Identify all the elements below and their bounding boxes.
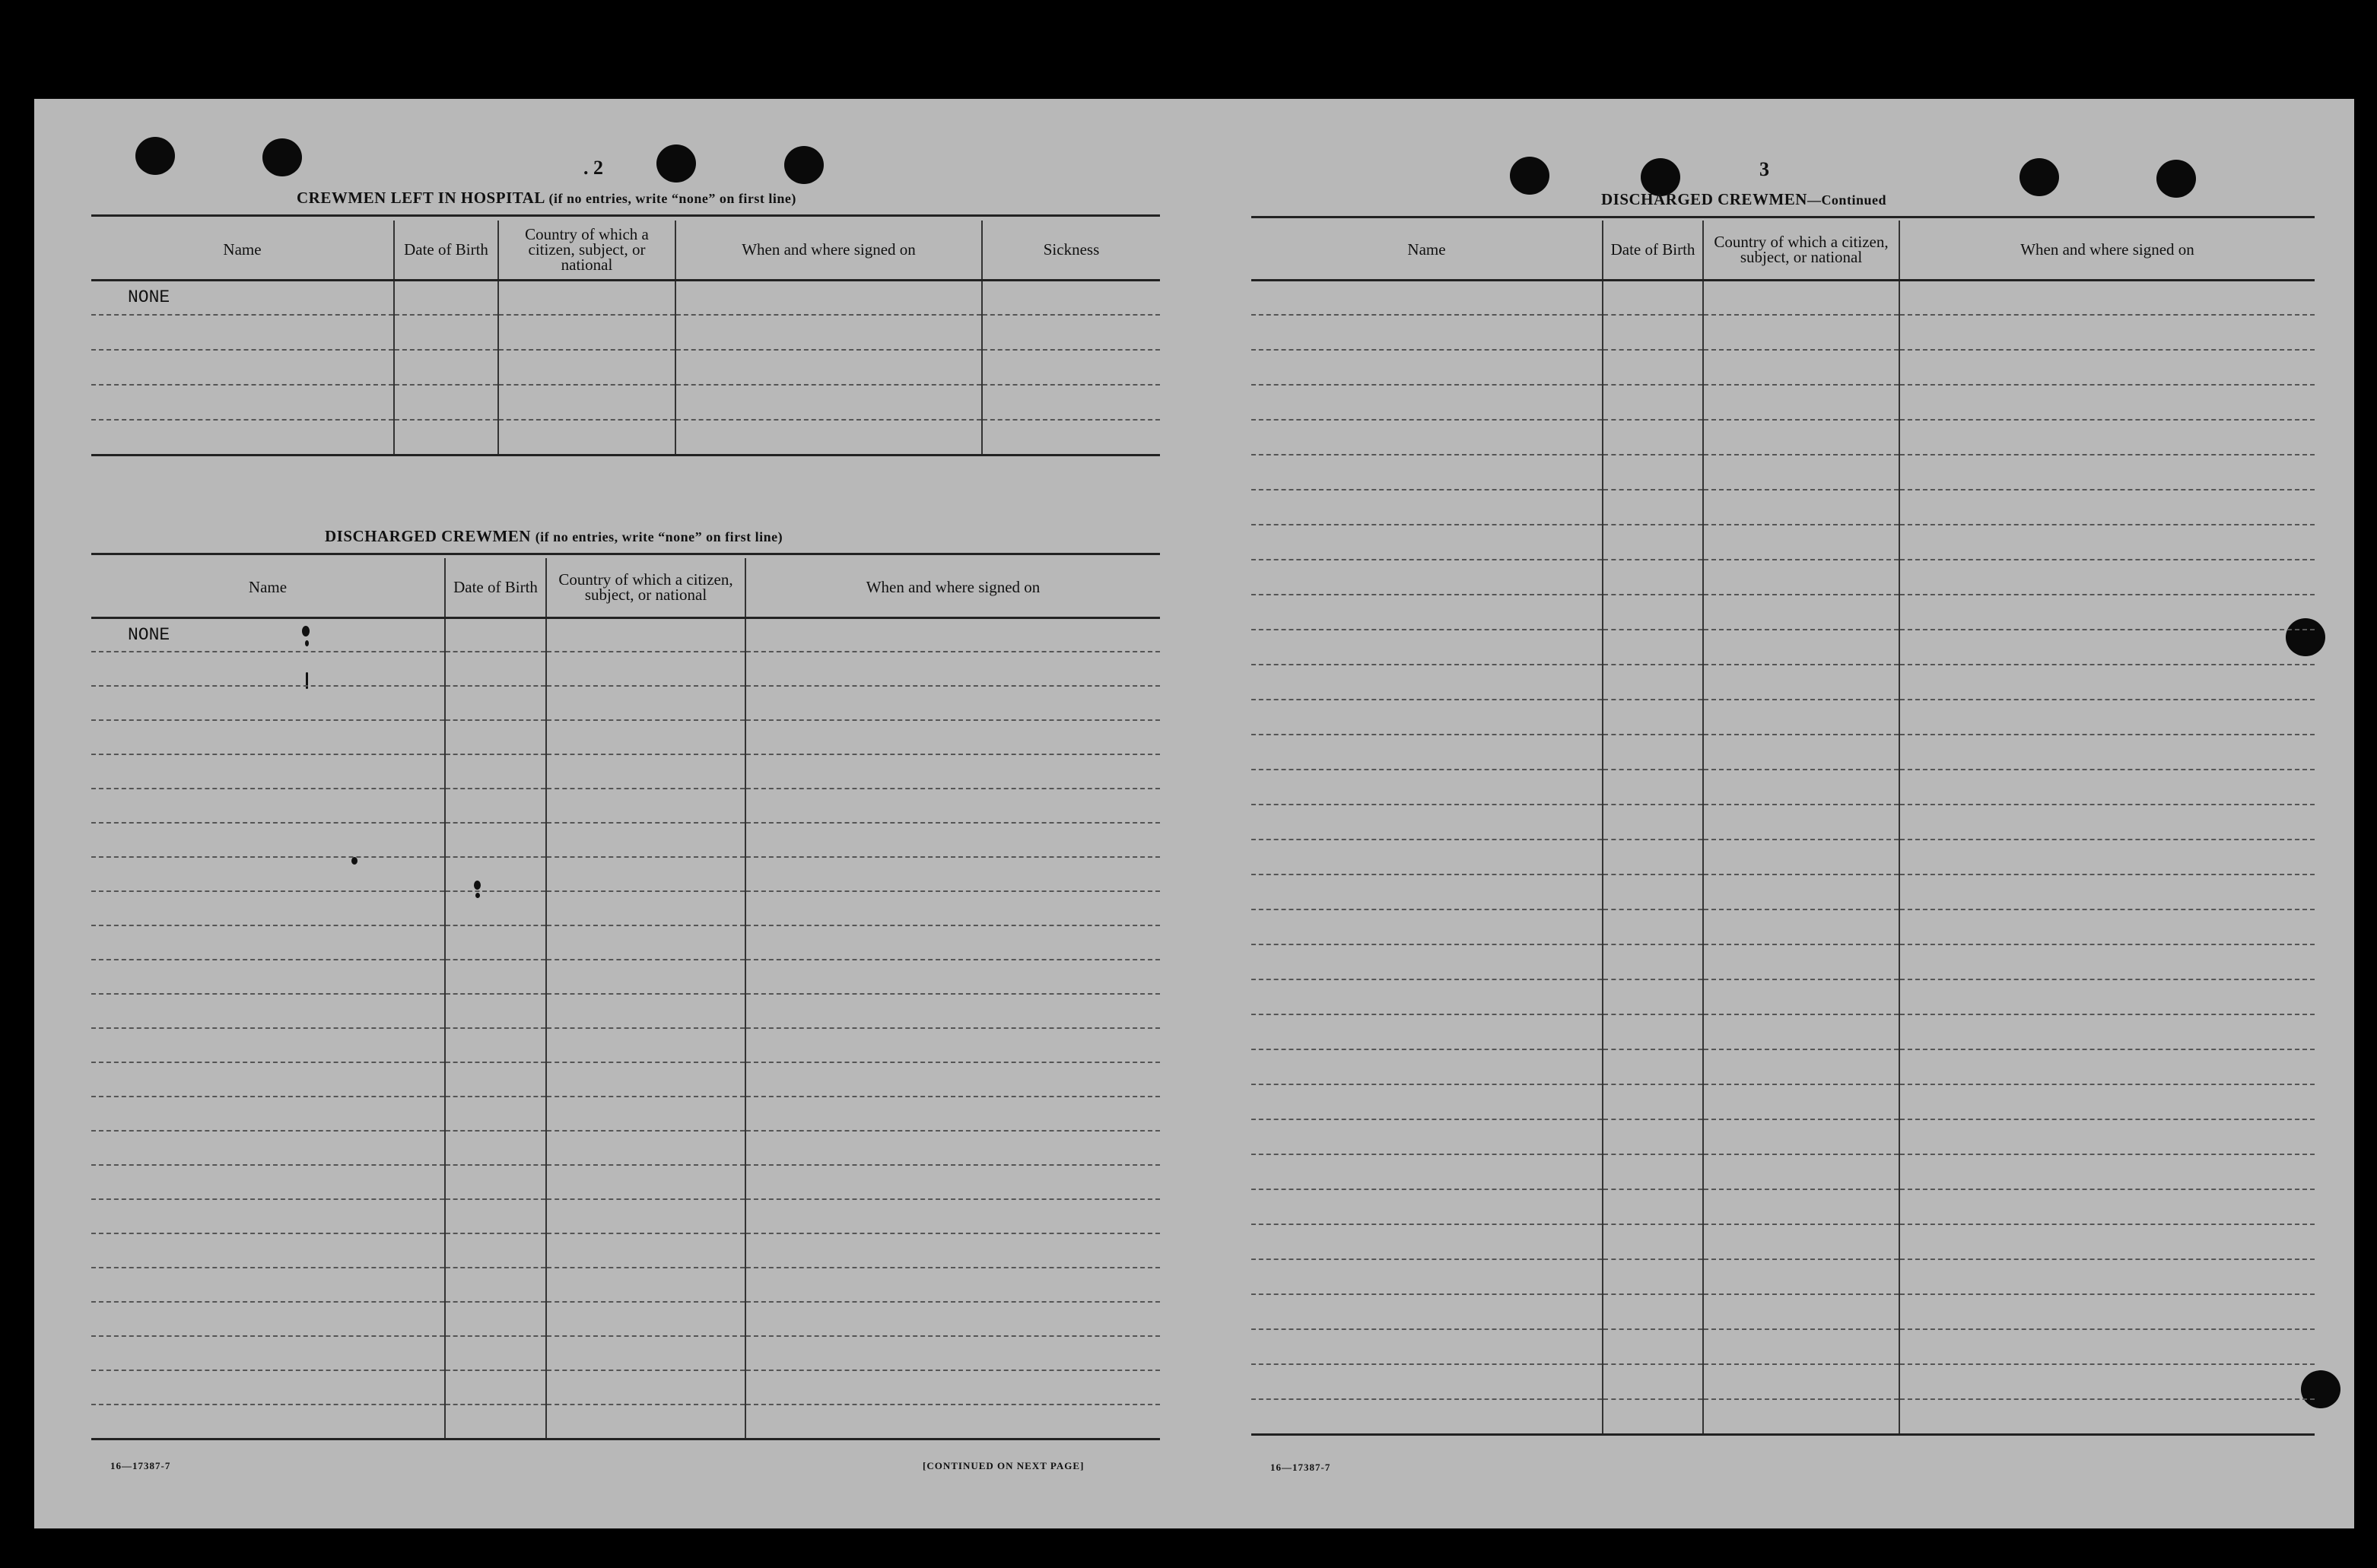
col-signed-on: When and where signed on [1899, 221, 2315, 280]
table-row [91, 1370, 1160, 1405]
col-name: Name [1251, 221, 1603, 280]
table-row [91, 280, 1160, 315]
table-row [1251, 1084, 2315, 1119]
table-row [1251, 490, 2315, 525]
table-row [91, 420, 1160, 455]
table-row [91, 960, 1160, 994]
table-row [91, 1405, 1160, 1439]
col-name: Name [91, 221, 394, 280]
table-row [91, 385, 1160, 420]
hospital-title-main: CREWMEN LEFT IN HOSPITAL [297, 189, 545, 207]
page-number-left: . 2 [583, 157, 603, 179]
discharged-title-main: DISCHARGED CREWMEN [325, 527, 531, 545]
punch-hole [2156, 160, 2196, 198]
table-row [1251, 560, 2315, 595]
table-row [91, 925, 1160, 960]
table-row [91, 754, 1160, 789]
table-row [1251, 944, 2315, 979]
table-row [91, 686, 1160, 720]
name-entry: NONE [91, 617, 445, 652]
table-row [91, 315, 1160, 350]
page-number-right: 3 [1759, 158, 1769, 180]
table-row [1251, 280, 2315, 315]
discharged-table [91, 558, 1160, 1440]
table-row [91, 1233, 1160, 1268]
table-row [1251, 1329, 2315, 1364]
col-name: Name [91, 558, 445, 617]
col-country: Country of which a citizen, subject, or national [1703, 221, 1899, 280]
table-row [91, 1131, 1160, 1165]
table-row [1251, 700, 2315, 735]
punch-hole [1510, 157, 1549, 195]
table-row [91, 350, 1160, 385]
hospital-section-title [297, 189, 796, 208]
table-row [1251, 1049, 2315, 1084]
table-row [1251, 770, 2315, 805]
table-row [91, 891, 1160, 925]
table-row [1251, 630, 2315, 665]
table-row [1251, 665, 2315, 700]
table-row [1251, 1399, 2315, 1434]
col-date-of-birth: Date of Birth [394, 221, 498, 280]
table-row [91, 1062, 1160, 1097]
table-row [1251, 909, 2315, 944]
punch-hole [784, 146, 824, 184]
table-row [91, 720, 1160, 754]
col-country: Country of which a citizen, subject, or national [546, 558, 745, 617]
table-row [1251, 874, 2315, 909]
hospital-table [91, 221, 1160, 456]
col-sickness: Sickness [982, 221, 1160, 280]
table-row [91, 1199, 1160, 1233]
table-row [1251, 1224, 2315, 1259]
table-row [1251, 735, 2315, 770]
hospital-title-note: (if no entries, write “none” on first line) [548, 191, 796, 206]
form-number-right: 16—17387-7 [1270, 1462, 1331, 1473]
col-signed-on: When and where signed on [675, 221, 982, 280]
table-row [1251, 1294, 2315, 1329]
col-date-of-birth: Date of Birth [1603, 221, 1703, 280]
table-row [91, 857, 1160, 891]
table-row [1251, 1119, 2315, 1154]
table-row [91, 1028, 1160, 1062]
discharged-continued-table [1251, 221, 2315, 1436]
table-row [91, 652, 1160, 686]
table-row [91, 1302, 1160, 1336]
table-row [1251, 420, 2315, 455]
table-row [1251, 595, 2315, 630]
double-rule [1251, 216, 2315, 218]
table-row [91, 994, 1160, 1028]
punch-hole [262, 138, 302, 176]
punch-hole [2019, 158, 2059, 196]
table-row [91, 1336, 1160, 1370]
table-row [1251, 385, 2315, 420]
document-sheet [34, 99, 2354, 1528]
form-number-left: 16—17387-7 [110, 1460, 171, 1471]
table-row [1251, 840, 2315, 874]
col-date-of-birth: Date of Birth [445, 558, 546, 617]
punch-hole [135, 137, 175, 175]
table-row [1251, 1189, 2315, 1224]
col-signed-on: When and where signed on [745, 558, 1160, 617]
name-entry: NONE [91, 280, 394, 315]
table-row [91, 823, 1160, 857]
table-row [91, 1097, 1160, 1131]
table-row [91, 789, 1160, 823]
table-row [1251, 1364, 2315, 1399]
discharged-section-title [325, 527, 783, 546]
table-row [1251, 315, 2315, 350]
table-row [1251, 1259, 2315, 1294]
table-row [91, 1268, 1160, 1302]
punch-hole [656, 144, 696, 183]
table-row [91, 617, 1160, 652]
table-row [1251, 805, 2315, 840]
discharged-continued-note: —Continued [1807, 192, 1886, 208]
table-row [1251, 1154, 2315, 1189]
table-row [1251, 350, 2315, 385]
discharged-continued-title [1601, 190, 1886, 209]
double-rule [91, 214, 1160, 217]
discharged-title-note: (if no entries, write “none” on first line) [535, 529, 783, 544]
discharged-continued-main: DISCHARGED CREWMEN [1601, 190, 1807, 208]
table-row [1251, 1014, 2315, 1049]
table-row [1251, 455, 2315, 490]
table-row [1251, 979, 2315, 1014]
table-row [91, 1165, 1160, 1199]
continued-note: [CONTINUED ON NEXT PAGE] [923, 1460, 1085, 1471]
double-rule [91, 553, 1160, 555]
col-country: Country of which a citizen, subject, or national [498, 221, 675, 280]
table-row [1251, 525, 2315, 560]
